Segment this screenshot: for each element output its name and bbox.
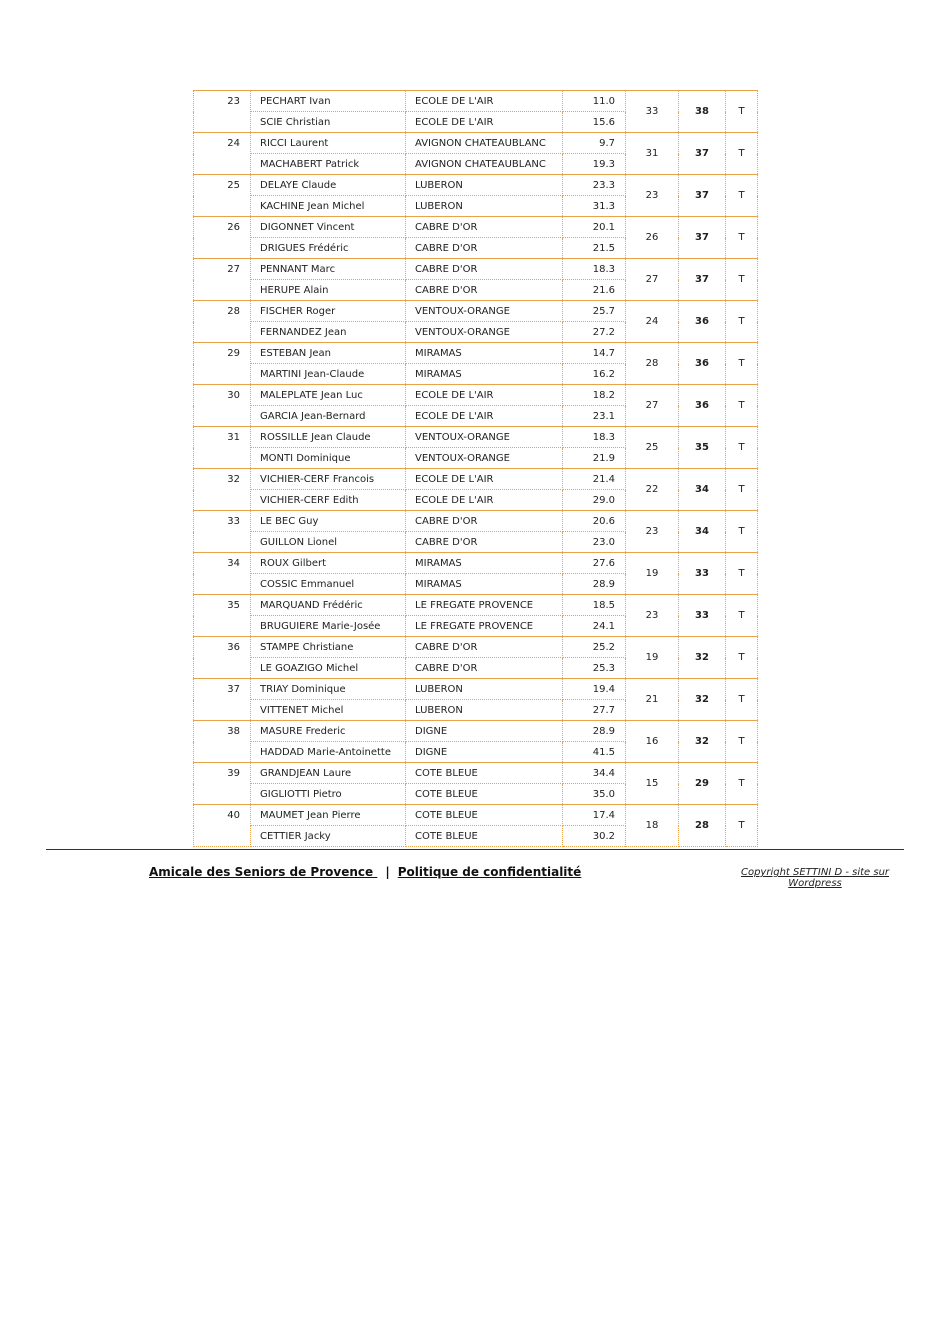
table-row [194, 91, 758, 112]
player-club-cell: CABRE D'OR [406, 637, 563, 658]
player-club-cell: LE FREGATE PROVENCE [406, 595, 563, 616]
score-a-cell: 24 [626, 301, 679, 343]
player-handicap-cell: 18.3 [563, 427, 626, 448]
rank-cell: 37 [194, 679, 251, 721]
results-table-body [194, 91, 758, 847]
flag-cell: T [726, 595, 758, 637]
table-row [194, 133, 758, 154]
score-a-cell: 28 [626, 343, 679, 385]
player-name-cell: MACHABERT Patrick [251, 154, 406, 175]
score-b-cell: 36 [679, 343, 726, 385]
table-row [194, 679, 758, 700]
player-club-cell: CABRE D'OR [406, 280, 563, 301]
score-b-cell: 36 [679, 301, 726, 343]
player-handicap-cell: 18.2 [563, 385, 626, 406]
score-b-cell: 36 [679, 385, 726, 427]
rank-cell: 33 [194, 511, 251, 553]
score-a-cell: 31 [626, 133, 679, 175]
player-handicap-cell: 27.7 [563, 700, 626, 721]
player-handicap-cell: 14.7 [563, 343, 626, 364]
player-club-cell: COTE BLEUE [406, 805, 563, 826]
player-name-cell: MONTI Dominique [251, 448, 406, 469]
flag-cell: T [726, 343, 758, 385]
player-club-cell: VENTOUX-ORANGE [406, 448, 563, 469]
player-club-cell: ECOLE DE L'AIR [406, 406, 563, 427]
player-handicap-cell: 21.9 [563, 448, 626, 469]
rank-cell: 24 [194, 133, 251, 175]
rank-cell: 23 [194, 91, 251, 133]
player-name-cell: FISCHER Roger [251, 301, 406, 322]
privacy-policy-link[interactable]: Politique de confidentialité [397, 865, 582, 879]
rank-cell: 39 [194, 763, 251, 805]
player-name-cell: MALEPLATE Jean Luc [251, 385, 406, 406]
player-club-cell: CABRE D'OR [406, 511, 563, 532]
footer-separator: | [385, 865, 390, 879]
copyright-text: Copyright SETTINI D - site sur [740, 867, 890, 878]
score-b-cell: 35 [679, 427, 726, 469]
player-handicap-cell: 15.6 [563, 112, 626, 133]
player-name-cell: SCIE Christian [251, 112, 406, 133]
score-a-cell: 26 [626, 217, 679, 259]
rank-cell: 32 [194, 469, 251, 511]
player-handicap-cell: 25.7 [563, 301, 626, 322]
player-club-cell: CABRE D'OR [406, 532, 563, 553]
rank-cell: 34 [194, 553, 251, 595]
score-a-cell: 16 [626, 721, 679, 763]
score-b-cell: 28 [679, 805, 726, 847]
flag-cell: T [726, 469, 758, 511]
score-a-cell: 23 [626, 595, 679, 637]
score-a-cell: 15 [626, 763, 679, 805]
footer-links [149, 865, 581, 879]
flag-cell: T [726, 511, 758, 553]
player-handicap-cell: 19.4 [563, 679, 626, 700]
score-a-cell: 18 [626, 805, 679, 847]
score-a-cell: 27 [626, 385, 679, 427]
player-club-cell: CABRE D'OR [406, 259, 563, 280]
player-name-cell: BRUGUIERE Marie-Josée [251, 616, 406, 637]
player-club-cell: MIRAMAS [406, 343, 563, 364]
player-name-cell: PENNANT Marc [251, 259, 406, 280]
rank-cell: 35 [194, 595, 251, 637]
table-row [194, 217, 758, 238]
score-b-cell: 32 [679, 721, 726, 763]
flag-cell: T [726, 217, 758, 259]
score-a-cell: 23 [626, 175, 679, 217]
score-b-cell: 33 [679, 595, 726, 637]
flag-cell: T [726, 301, 758, 343]
player-name-cell: DIGONNET Vincent [251, 217, 406, 238]
player-name-cell: KACHINE Jean Michel [251, 196, 406, 217]
player-club-cell: ECOLE DE L'AIR [406, 385, 563, 406]
flag-cell: T [726, 637, 758, 679]
rank-cell: 28 [194, 301, 251, 343]
player-handicap-cell: 30.2 [563, 826, 626, 847]
table-row [194, 343, 758, 364]
score-a-cell: 23 [626, 511, 679, 553]
flag-cell: T [726, 175, 758, 217]
player-club-cell: MIRAMAS [406, 364, 563, 385]
table-row [194, 427, 758, 448]
player-name-cell: DELAYE Claude [251, 175, 406, 196]
wordpress-link[interactable]: Wordpress [788, 878, 842, 889]
player-club-cell: ECOLE DE L'AIR [406, 469, 563, 490]
player-club-cell: COTE BLEUE [406, 826, 563, 847]
player-handicap-cell: 21.4 [563, 469, 626, 490]
player-club-cell: MIRAMAS [406, 574, 563, 595]
player-name-cell: COSSIC Emmanuel [251, 574, 406, 595]
player-club-cell: CABRE D'OR [406, 238, 563, 259]
score-b-cell: 33 [679, 553, 726, 595]
player-handicap-cell: 23.0 [563, 532, 626, 553]
player-name-cell: FERNANDEZ Jean [251, 322, 406, 343]
rank-cell: 25 [194, 175, 251, 217]
score-b-cell: 34 [679, 469, 726, 511]
flag-cell: T [726, 133, 758, 175]
player-name-cell: MASURE Frederic [251, 721, 406, 742]
player-name-cell: LE BEC Guy [251, 511, 406, 532]
table-row [194, 721, 758, 742]
player-name-cell: VITTENET Michel [251, 700, 406, 721]
player-handicap-cell: 25.2 [563, 637, 626, 658]
player-club-cell: CABRE D'OR [406, 217, 563, 238]
score-b-cell: 37 [679, 259, 726, 301]
player-name-cell: ROSSILLE Jean Claude [251, 427, 406, 448]
player-name-cell: ESTEBAN Jean [251, 343, 406, 364]
score-b-cell: 32 [679, 679, 726, 721]
flag-cell: T [726, 427, 758, 469]
player-handicap-cell: 20.6 [563, 511, 626, 532]
player-club-cell: LUBERON [406, 679, 563, 700]
player-club-cell: DIGNE [406, 742, 563, 763]
player-handicap-cell: 31.3 [563, 196, 626, 217]
footer-divider [46, 849, 904, 850]
copyright-notice [740, 867, 890, 889]
player-name-cell: HADDAD Marie-Antoinette [251, 742, 406, 763]
table-row [194, 301, 758, 322]
table-row [194, 175, 758, 196]
player-handicap-cell: 20.1 [563, 217, 626, 238]
score-a-cell: 25 [626, 427, 679, 469]
flag-cell: T [726, 763, 758, 805]
player-name-cell: HERUPE Alain [251, 280, 406, 301]
score-a-cell: 19 [626, 637, 679, 679]
player-handicap-cell: 34.4 [563, 763, 626, 784]
player-name-cell: CETTIER Jacky [251, 826, 406, 847]
player-name-cell: PECHART Ivan [251, 91, 406, 112]
player-handicap-cell: 24.1 [563, 616, 626, 637]
rank-cell: 40 [194, 805, 251, 847]
flag-cell: T [726, 805, 758, 847]
player-name-cell: VICHIER-CERF Francois [251, 469, 406, 490]
player-club-cell: CABRE D'OR [406, 658, 563, 679]
player-handicap-cell: 28.9 [563, 721, 626, 742]
rank-cell: 38 [194, 721, 251, 763]
player-name-cell: GRANDJEAN Laure [251, 763, 406, 784]
score-a-cell: 22 [626, 469, 679, 511]
flag-cell: T [726, 91, 758, 133]
player-club-cell: COTE BLEUE [406, 763, 563, 784]
score-b-cell: 32 [679, 637, 726, 679]
player-club-cell: VENTOUX-ORANGE [406, 322, 563, 343]
player-name-cell: LE GOAZIGO Michel [251, 658, 406, 679]
player-handicap-cell: 35.0 [563, 784, 626, 805]
player-name-cell: DRIGUES Frédéric [251, 238, 406, 259]
player-name-cell: RICCI Laurent [251, 133, 406, 154]
score-b-cell: 37 [679, 175, 726, 217]
player-handicap-cell: 27.2 [563, 322, 626, 343]
rank-cell: 31 [194, 427, 251, 469]
rank-cell: 26 [194, 217, 251, 259]
rank-cell: 36 [194, 637, 251, 679]
flag-cell: T [726, 721, 758, 763]
score-b-cell: 38 [679, 91, 726, 133]
player-name-cell: MARQUAND Frédéric [251, 595, 406, 616]
player-name-cell: TRIAY Dominique [251, 679, 406, 700]
player-handicap-cell: 9.7 [563, 133, 626, 154]
table-row [194, 511, 758, 532]
player-handicap-cell: 28.9 [563, 574, 626, 595]
player-handicap-cell: 21.6 [563, 280, 626, 301]
table-row [194, 637, 758, 658]
player-club-cell: AVIGNON CHATEAUBLANC [406, 154, 563, 175]
table-row [194, 259, 758, 280]
table-row [194, 553, 758, 574]
player-name-cell: VICHIER-CERF Edith [251, 490, 406, 511]
player-club-cell: ECOLE DE L'AIR [406, 91, 563, 112]
rank-cell: 30 [194, 385, 251, 427]
player-handicap-cell: 18.5 [563, 595, 626, 616]
player-handicap-cell: 11.0 [563, 91, 626, 112]
player-club-cell: LUBERON [406, 196, 563, 217]
player-handicap-cell: 25.3 [563, 658, 626, 679]
player-club-cell: ECOLE DE L'AIR [406, 490, 563, 511]
score-b-cell: 34 [679, 511, 726, 553]
player-handicap-cell: 27.6 [563, 553, 626, 574]
score-b-cell: 37 [679, 217, 726, 259]
player-handicap-cell: 18.3 [563, 259, 626, 280]
table-row [194, 595, 758, 616]
player-handicap-cell: 23.1 [563, 406, 626, 427]
results-table [193, 90, 758, 847]
score-b-cell: 37 [679, 133, 726, 175]
player-name-cell: GUILLON Lionel [251, 532, 406, 553]
score-a-cell: 19 [626, 553, 679, 595]
flag-cell: T [726, 679, 758, 721]
player-name-cell: MAUMET Jean Pierre [251, 805, 406, 826]
player-handicap-cell: 21.5 [563, 238, 626, 259]
player-handicap-cell: 16.2 [563, 364, 626, 385]
player-handicap-cell: 23.3 [563, 175, 626, 196]
player-club-cell: LUBERON [406, 700, 563, 721]
flag-cell: T [726, 385, 758, 427]
player-club-cell: VENTOUX-ORANGE [406, 301, 563, 322]
score-a-cell: 27 [626, 259, 679, 301]
score-a-cell: 21 [626, 679, 679, 721]
player-club-cell: ECOLE DE L'AIR [406, 112, 563, 133]
site-home-link[interactable]: Amicale des Seniors de Provence [149, 865, 378, 879]
player-club-cell: AVIGNON CHATEAUBLANC [406, 133, 563, 154]
player-handicap-cell: 17.4 [563, 805, 626, 826]
player-club-cell: COTE BLEUE [406, 784, 563, 805]
flag-cell: T [726, 259, 758, 301]
player-name-cell: GARCIA Jean-Bernard [251, 406, 406, 427]
flag-cell: T [726, 553, 758, 595]
score-a-cell: 33 [626, 91, 679, 133]
table-row [194, 385, 758, 406]
player-handicap-cell: 19.3 [563, 154, 626, 175]
score-b-cell: 29 [679, 763, 726, 805]
rank-cell: 27 [194, 259, 251, 301]
player-club-cell: DIGNE [406, 721, 563, 742]
player-club-cell: VENTOUX-ORANGE [406, 427, 563, 448]
table-row [194, 805, 758, 826]
player-name-cell: GIGLIOTTI Pietro [251, 784, 406, 805]
player-handicap-cell: 29.0 [563, 490, 626, 511]
player-name-cell: MARTINI Jean-Claude [251, 364, 406, 385]
player-name-cell: STAMPE Christiane [251, 637, 406, 658]
player-name-cell: ROUX Gilbert [251, 553, 406, 574]
player-handicap-cell: 41.5 [563, 742, 626, 763]
table-row [194, 763, 758, 784]
table-row [194, 469, 758, 490]
player-club-cell: LUBERON [406, 175, 563, 196]
player-club-cell: MIRAMAS [406, 553, 563, 574]
rank-cell: 29 [194, 343, 251, 385]
player-club-cell: LE FREGATE PROVENCE [406, 616, 563, 637]
